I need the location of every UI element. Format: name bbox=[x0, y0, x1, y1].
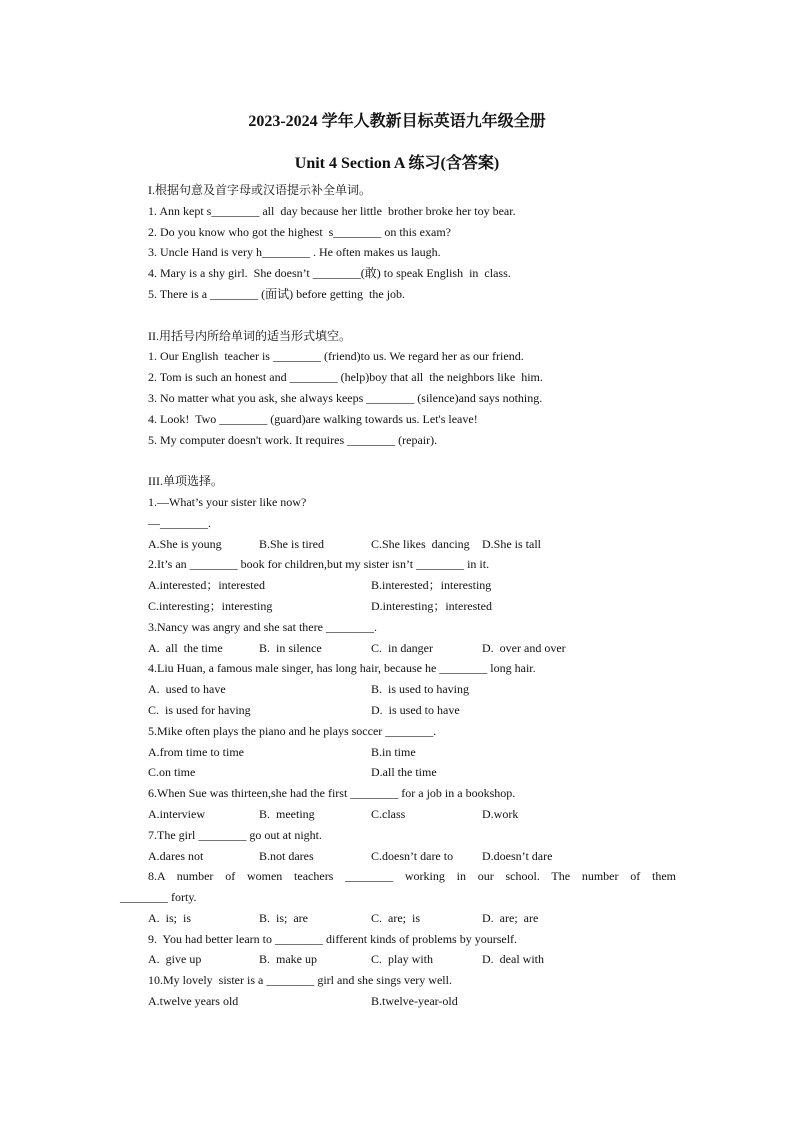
option-c: C.interesting；interesting bbox=[148, 598, 273, 613]
option-a: A.from time to time bbox=[148, 744, 244, 759]
option-b: B. is; are bbox=[259, 910, 308, 925]
question-stem: 2.It’s an ________ book for children,but my sister isn’t ________ in it. bbox=[148, 557, 490, 572]
option-a: A.She is young bbox=[148, 536, 222, 551]
option-b: B. is used to having bbox=[371, 682, 469, 697]
option-c: C.on time bbox=[148, 765, 196, 780]
option-b: B. make up bbox=[259, 952, 317, 967]
option-d: D. deal with bbox=[482, 952, 544, 967]
option-a: A. give up bbox=[148, 952, 202, 967]
fill-item: 5. There is a ________ (面试) before getting the job. bbox=[148, 286, 406, 301]
fill-item: 4. Mary is a shy girl. She doesn’t ________(敢) to speak English in class. bbox=[148, 266, 511, 281]
question-stem: 9. You had better learn to ________ different kinds of problems by yourself. bbox=[148, 931, 518, 946]
question-stem: 4.Liu Huan, a famous male singer, has long hair, because he ________ long hair. bbox=[148, 661, 536, 676]
option-b: B.not dares bbox=[259, 848, 314, 863]
options-row bbox=[148, 804, 676, 825]
fill-item: 5. My computer doesn't work. It requires ________ (repair). bbox=[148, 432, 438, 447]
option-c: C.She likes dancing bbox=[371, 536, 470, 551]
option-b: B.twelve-year-old bbox=[371, 994, 458, 1009]
question-stem: 6.When Sue was thirteen,she had the first ________ for a job in a bookshop. bbox=[148, 786, 516, 801]
option-a: A.twelve years old bbox=[148, 994, 239, 1009]
option-a: A.interested；interested bbox=[148, 578, 265, 593]
option-d: D. are; are bbox=[482, 910, 539, 925]
option-a: A. is; is bbox=[148, 910, 192, 925]
fill-item: 1. Our English teacher is ________ (friend)to us. We regard her as our friend. bbox=[148, 349, 524, 364]
options-row bbox=[148, 679, 676, 700]
fill-item: 1. Ann kept s________ all day because her little brother broke her toy bear. bbox=[148, 203, 516, 218]
option-c: C.doesn’t dare to bbox=[371, 848, 454, 863]
options-row bbox=[148, 949, 676, 970]
question-stem: —________. bbox=[148, 515, 211, 530]
option-d: D.all the time bbox=[371, 765, 437, 780]
fill-item: 3. Uncle Hand is very h________ . He often makes us laugh. bbox=[148, 245, 441, 260]
question-stem: 5.Mike often plays the piano and he plays soccer ________. bbox=[148, 723, 437, 738]
options-row bbox=[148, 575, 676, 596]
question-stem: 8.A number of women teachers ________ working in our school. The number of them bbox=[148, 869, 676, 884]
options-row bbox=[148, 762, 676, 783]
option-c: C. in danger bbox=[371, 640, 433, 655]
fill-item: 2. Tom is such an honest and ________ (help)boy that all the neighbors like him. bbox=[148, 370, 543, 385]
fill-item: 2. Do you know who got the highest s________ on this exam? bbox=[148, 224, 451, 239]
option-c: C. is used for having bbox=[148, 702, 251, 717]
options-row bbox=[148, 638, 676, 659]
section-1-heading: I.根据句意及首字母或汉语提示补全单词。 bbox=[148, 183, 371, 197]
question-stem: 7.The girl ________ go out at night. bbox=[148, 827, 322, 842]
option-b: B. in silence bbox=[259, 640, 322, 655]
option-d: D. is used to have bbox=[371, 702, 460, 717]
option-b: B.She is tired bbox=[259, 536, 324, 551]
option-d: D.She is tall bbox=[482, 536, 541, 551]
section-2-heading: II.用括号内所给单词的适当形式填空。 bbox=[148, 328, 351, 343]
question-stem: ________ forty. bbox=[120, 890, 197, 905]
option-b: B.interested；interesting bbox=[371, 578, 492, 593]
options-row bbox=[148, 596, 676, 617]
question-stem: 3.Nancy was angry and she sat there ________. bbox=[148, 619, 377, 634]
option-d: D.work bbox=[482, 806, 519, 821]
page-title: 2023-2024 学年人教新目标英语九年级全册 bbox=[248, 113, 546, 130]
option-d: D.doesn’t dare bbox=[482, 848, 553, 863]
option-a: A. used to have bbox=[148, 682, 226, 697]
fill-item: 4. Look! Two ________ (guard)are walking towards us. Let's leave! bbox=[148, 411, 478, 426]
option-a: A. all the time bbox=[148, 640, 223, 655]
option-c: C. are; is bbox=[371, 910, 420, 925]
question-stem: 10.My lovely sister is a ________ girl and she sings very well. bbox=[148, 973, 452, 988]
options-row bbox=[148, 742, 676, 763]
option-c: C. play with bbox=[371, 952, 433, 967]
options-row bbox=[148, 700, 676, 721]
option-a: A.interview bbox=[148, 806, 205, 821]
options-row bbox=[148, 534, 676, 555]
option-c: C.class bbox=[371, 806, 406, 821]
option-d: D.interesting；interested bbox=[371, 598, 492, 613]
option-a: A.dares not bbox=[148, 848, 204, 863]
option-b: B.in time bbox=[371, 744, 416, 759]
options-row bbox=[148, 908, 676, 929]
worksheet-body bbox=[120, 180, 676, 1012]
options-row bbox=[148, 846, 676, 867]
question-stem: 1.—What’s your sister like now? bbox=[148, 494, 307, 509]
page-subtitle: Unit 4 Section A 练习(含答案) bbox=[294, 155, 500, 172]
section-3-heading: III.单项选择。 bbox=[148, 474, 223, 489]
options-row bbox=[148, 991, 676, 1012]
option-d: D. over and over bbox=[482, 640, 566, 655]
fill-item: 3. No matter what you ask, she always keeps ________ (silence)and says nothing. bbox=[148, 390, 543, 405]
option-b: B. meeting bbox=[259, 806, 315, 821]
